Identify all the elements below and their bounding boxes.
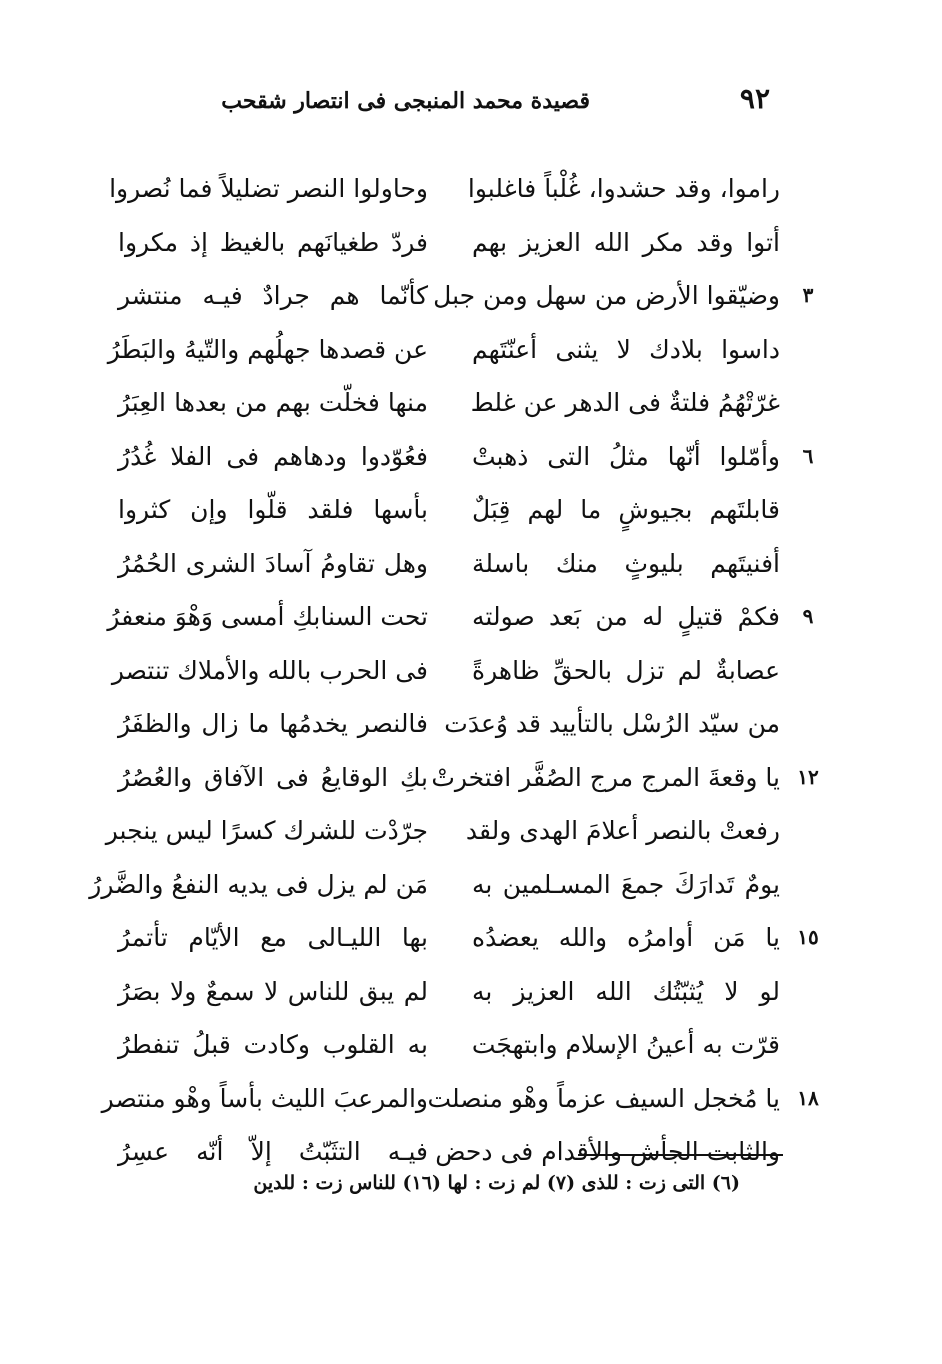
verse-line — [118, 697, 828, 751]
verse-line — [118, 430, 828, 484]
second-hemistich: فعُوّدوا ودهاهم فى الفلا غُدُرُ — [118, 441, 428, 471]
first-hemistich: يومٌ تَدارَكَ جمعَ المسـلمين به — [472, 869, 780, 899]
second-hemistich: والمرعبَ الليث بأساً وهْو منتصر — [101, 1083, 428, 1113]
second-hemistich: فى الحرب بالله والأملاك تنتصر — [111, 655, 428, 685]
verse-line — [118, 537, 828, 591]
verse-line — [118, 216, 828, 270]
second-hemistich: بأسها فلقد قلّوا وإن كثروا — [118, 495, 428, 524]
verse-line — [118, 269, 828, 323]
verse-number: ١٥ — [797, 925, 819, 949]
second-hemistich: وحاولوا النصر تضليلاً فما نُصروا — [109, 174, 428, 203]
verse-number: ٣ — [802, 283, 814, 307]
first-hemistich: داسوا بلادك لا يثنى أعنّتَهم — [472, 334, 780, 364]
first-hemistich: يا مُخجل السيف عزماً وهْو منصلت — [427, 1083, 780, 1113]
second-hemistich: بها الليـالى مع الأيّام تأتمرُ — [118, 923, 428, 952]
first-hemistich: راموا، وقد حشدوا، غُلْباً فاغلبوا — [467, 174, 780, 203]
verse-line — [118, 751, 828, 805]
verse-line — [111, 644, 828, 698]
verse-line — [118, 1018, 828, 1072]
first-hemistich: قرّت به أعينُ الإسلام وابتهجَت — [471, 1030, 780, 1059]
first-hemistich: يا مَن أوامرُه والله يعضدُه — [472, 923, 780, 952]
first-hemistich: والثابت الجأش والأقدام فى دحض — [435, 1137, 780, 1166]
second-hemistich: فردّ طغيانَهم بالغيظ إذ مكروا — [118, 227, 428, 257]
second-hemistich: منها فخلّت بهم من بعدها العِبَرُ — [118, 388, 428, 417]
verse-number: ١٢ — [797, 764, 819, 789]
second-hemistich: به القلوب وكادت قبلُ تنفطرُ — [118, 1030, 428, 1059]
first-hemistich: أفنيتَهم بليوثٍ منك باسلة — [472, 548, 780, 578]
verse-line — [118, 965, 828, 1019]
first-hemistich: من سيّد الرُسْل بالتأييد قد وُعدَت — [444, 709, 780, 738]
second-hemistich: وهل تقاومُ آسادَ الشرى الحُمُرُ — [118, 548, 428, 578]
verse-line — [105, 804, 828, 858]
verse-line — [118, 911, 828, 965]
first-hemistich: لو لا يُثبّتُك الله العزيز به — [472, 976, 780, 1006]
second-hemistich: فيـه التثَبّتُ إلاّ أنّه عسِرُ — [118, 1137, 428, 1166]
verse-line — [109, 162, 828, 216]
first-hemistich: وأمّلوا أنّها مثلُ التى ذهبتْ — [472, 441, 780, 471]
first-hemistich: عصابةٌ لم تزل بالحقِّ ظاهرةً — [472, 655, 780, 685]
verse-number: ٦ — [802, 443, 814, 468]
second-hemistich: عن قصدها جهلُهم والتّيهُ والبَطَرُ — [107, 334, 428, 364]
verse-line — [89, 858, 828, 912]
second-hemistich: جرّدْت للشرك كسرًا ليس ينجبر — [105, 816, 428, 845]
verse-line — [118, 483, 828, 537]
verse-number: ٩ — [802, 604, 814, 628]
first-hemistich: فكمْ قتيلٍ له من بَعد صولته — [472, 602, 780, 631]
verse-line — [107, 323, 828, 377]
first-hemistich: غرّتْهُمُ فلتةٌ فى الدهر عن غلط — [470, 388, 780, 417]
footnote-divider — [578, 1154, 783, 1156]
first-hemistich: أتوا وقد مكر الله العزيز بهم — [472, 227, 780, 257]
page-number: ٩٢ — [739, 82, 770, 115]
poem-body — [89, 162, 828, 1179]
second-hemistich: بكِ الوقايعُ فى الآفاق والعُصُرُ — [118, 762, 428, 792]
running-header — [221, 82, 770, 122]
second-hemistich: لم يبق للناس لا سمعٌ ولا بصَرُ — [118, 976, 428, 1006]
footnote: (٦) التى زت : للذى (٧) لم زت : لها (١٦) للناس زت : للدين — [253, 1172, 740, 1194]
verse-line — [118, 1125, 828, 1179]
second-hemistich: مَن لم يزل فى يديه النفعُ والضَّررُ — [89, 869, 428, 899]
second-hemistich: تحت السنابكِ أمسى وَهْوَ منعفرُ — [107, 602, 428, 631]
first-hemistich: وضيّقوا الأرض من سهل ومن جبل — [433, 281, 780, 310]
verse-number: ١٨ — [797, 1085, 819, 1110]
first-hemistich: رفعتْ بالنصر أعلامَ الهدى ولقد — [465, 816, 780, 845]
header-title: قصيدة محمد المنبجى فى انتصار شقحب — [221, 88, 590, 114]
verse-line — [107, 590, 828, 644]
second-hemistich: فالنصر يخدمُها ما زال والظفَرُ — [118, 709, 428, 738]
verse-line — [101, 1072, 828, 1126]
first-hemistich: يا وقعةَ المرج مرج الصُفَّر افتخرتْ — [431, 762, 780, 792]
first-hemistich: قابلتَهم بجيوشٍ ما لهم قِبَلٌ — [472, 495, 780, 524]
verse-line — [118, 376, 828, 430]
second-hemistich: كأنّما هم جرادٌ فيـه منتشر — [118, 281, 428, 310]
